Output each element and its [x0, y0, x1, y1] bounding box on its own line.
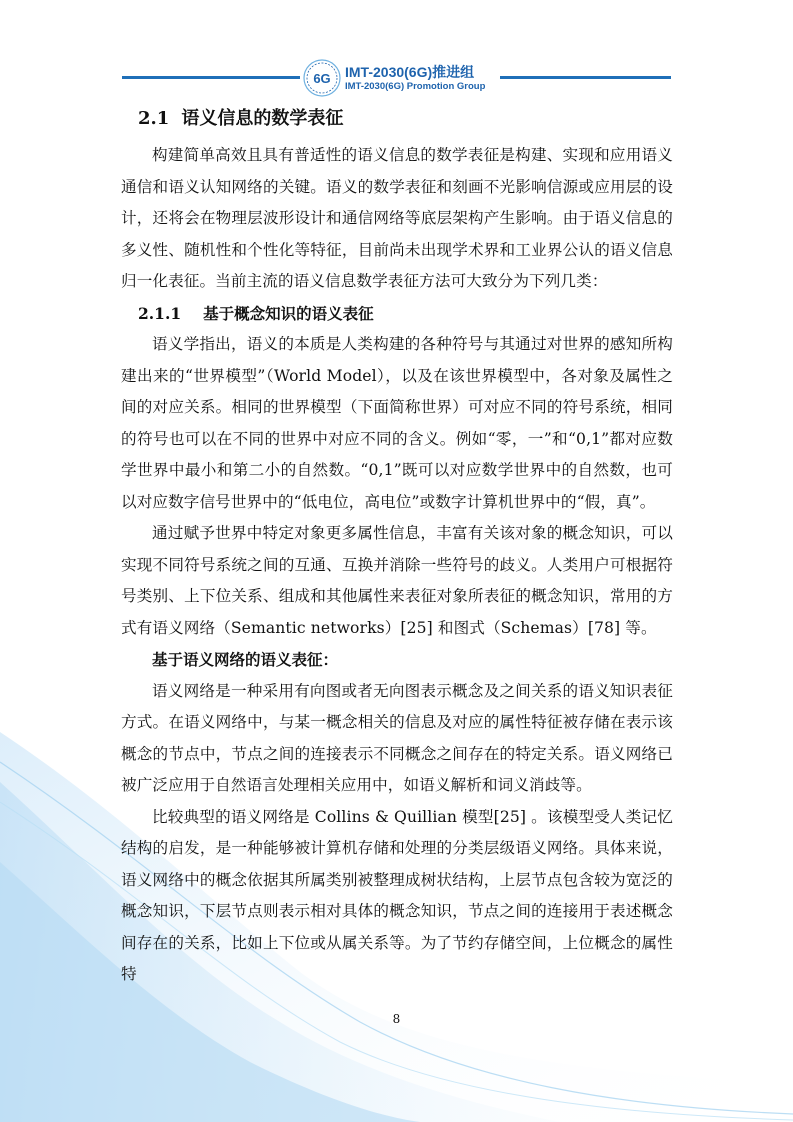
paragraph-semantic-network: 语义网络是一种采用有向图或者无向图表示概念及之间关系的语义知识表征方式。在语义网络中，与某一概念相关的信息及对应的属性特征被存储在表示该概念的节点中，节点之间的连接表示不同概念之间存在的特定关系。语义网络已被广泛应用于自然语言处理相关应用中，如语义解析和词义消歧等。 — [121, 681, 673, 794]
imt2030-logo-icon — [302, 58, 342, 98]
subsection-heading — [121, 298, 673, 330]
subsection-number: 2.1.1 — [138, 303, 182, 323]
page-header — [0, 58, 793, 98]
section-heading — [121, 104, 673, 134]
header-rule-left — [122, 76, 300, 79]
paragraph-concept-knowledge: 通过赋予世界中特定对象更多属性信息，丰富有关该对象的概念知识，可以实现不同符号系统之间的互通、互换并消除一些符号的歧义。人类用户可根据符号类别、上下位关系、组成和其他属性来表征对象所表征的概念知识，常用的方式有语义网络（Semantic networks）[25] 和图式（Schemas）[78] 等。 — [121, 524, 673, 637]
page-number: 8 — [392, 1012, 401, 1026]
paragraph-world-model: 语义学指出，语义的本质是人类构建的各种符号与其通过对世界的感知所构建出来的“世界模型”（World Model），以及在该世界模型中，各对象及属性之间的对应关系。相同的世界模型（下面简称世界）可对应不同的符号系统，相同的符号也可以在不同的世界中对应不同的含义。例如“零，一”和“0,1”都对应数学世界中最小和第二小的自然数。“0,1”既可以对应数学世界中的自然数，也可以对应数字信号世界中的“低电位，高电位”或数字计算机世界中的“假，真”。 — [121, 335, 673, 511]
section-title: 语义信息的数学表征 — [181, 108, 344, 129]
header-org-subtitle: IMT-2030(6G) Promotion Group — [345, 81, 486, 92]
section-number: 2.1 — [138, 108, 170, 129]
header-rule-right — [500, 76, 671, 79]
section-intro-paragraph: 构建简单高效且具有普适性的语义信息的数学表征是构建、实现和应用语义通信和语义认知网络的关键。语义的数学表征和刻画不光影响信源或应用层的设计，还将会在物理层波形设计和通信网络等底层架构产生影响。由于语义信息的多义性、随机性和个性化等特征，目前尚未出现学术界和工业界公认的语义信息归一化表征。当前主流的语义信息数学表征方法可大致分为下列几类： — [121, 146, 673, 290]
subsection-title: 基于概念知识的语义表征 — [203, 303, 374, 323]
paragraph-collins-quillian: 比较典型的语义网络是 Collins & Quillian 模型[25] 。该模型受人类记忆结构的启发，是一种能够被计算机存储和处理的分类层级语义网络。具体来说，语义网络中的概念依据其所属类别被整理成树状结构，上层节点包含较为宽泛的概念知识，下层节点则表示相对具体的概念知识，节点之间的连接用于表述概念间存在的关系，比如上下位或从属关系等。为了节约存储空间，上位概念的属性特 — [121, 807, 673, 983]
header-org-title: IMT-2030(6G)推进组 — [345, 64, 475, 80]
svg-text:6G: 6G — [313, 71, 331, 86]
document-body — [121, 104, 673, 991]
semantic-network-heading: 基于语义网络的语义表征： — [152, 650, 339, 669]
